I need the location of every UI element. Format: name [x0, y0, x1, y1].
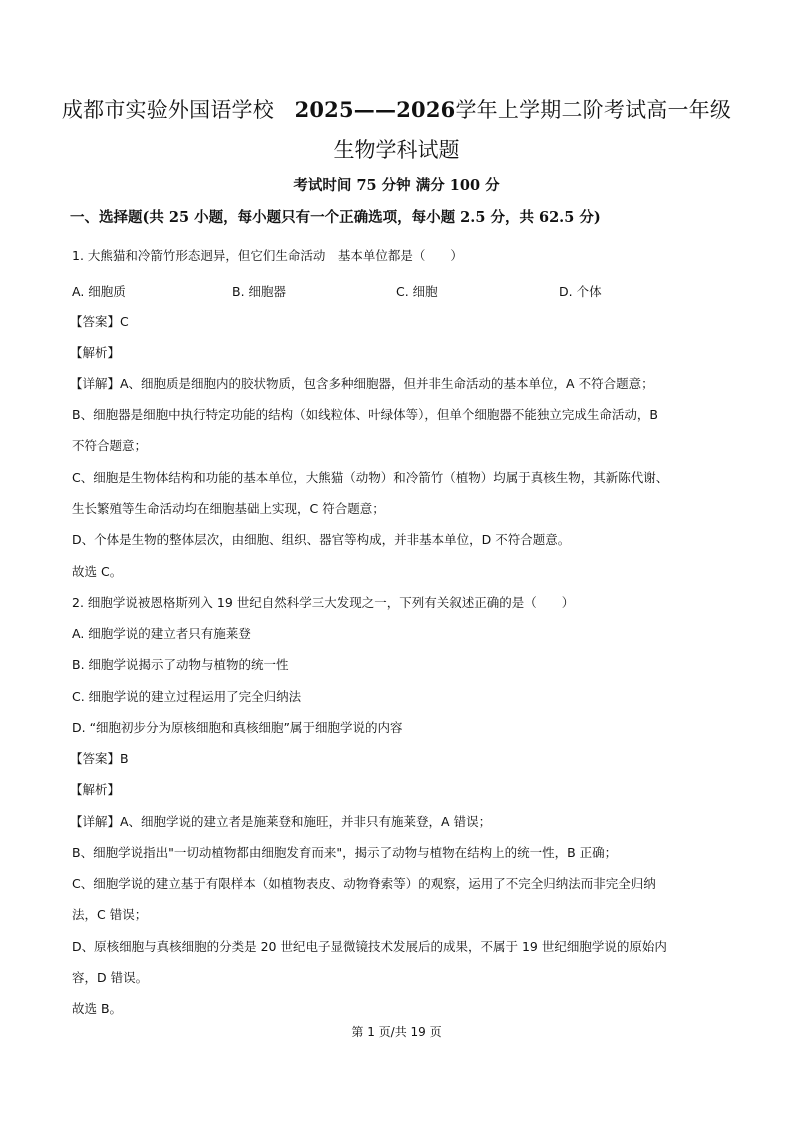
q2-explain-line: 【详解】A、细胞学说的建立者是施莱登和施旺，并非只有施莱登，A 错误；	[70, 814, 492, 829]
q1-analysis-label: 【解析】	[70, 345, 121, 360]
q1-option-c: C. 细胞	[396, 284, 438, 299]
q2-stem: 2. 细胞学说被恩格斯列入 19 世纪自然科学三大发现之一，下列有关叙述正确的是（ ）	[72, 595, 575, 610]
q1-explain-line: D、个体是生物的整体层次，由细胞、组织、器官等构成，并非基本单位，D 不符合题意。	[72, 532, 571, 547]
title-school: 成都市实验外国语学校	[61, 98, 274, 122]
q1-explain-line: B、细胞器是细胞中执行特定功能的结构（如线粒体、叶绿体等），但单个细胞器不能独立完成生命活动，B	[72, 407, 658, 422]
q2-option-c: C. 细胞学说的建立过程运用了完全归纳法	[72, 689, 302, 704]
q2-answer: 【答案】B	[70, 751, 129, 766]
q2-option-b: B. 细胞学说揭示了动物与植物的统一性	[72, 657, 289, 672]
exam-info: 考试时间 75 分钟 满分 100 分	[293, 177, 500, 194]
q1-explain-line: 生长繁殖等生命活动均在细胞基础上实现，C 符合题意；	[72, 501, 385, 516]
section-heading: 一、选择题(共 25 小题，每小题只有一个正确选项，每小题 2.5 分，共 62.5 分)	[70, 209, 601, 226]
title-years: 2025——2026	[294, 97, 456, 122]
q1-stem: 1. 大熊猫和冷箭竹形态迥异，但它们生命活动 基本单位都是（ ）	[72, 248, 463, 263]
q1-explain-line: 【详解】A、细胞质是细胞内的胶状物质，包含多种细胞器，但并非生命活动的基本单位，A 不符合题意；	[70, 376, 654, 391]
q2-explain-line: D、原核细胞与真核细胞的分类是 20 世纪电子显微镜技术发展后的成果，不属于 19 世纪细胞学说的原始内	[72, 939, 667, 954]
q2-explain-line: 法，C 错误；	[72, 907, 148, 922]
q2-option-d: D. “细胞初步分为原核细胞和真核细胞”属于细胞学说的内容	[72, 720, 403, 735]
q1-option-d: D. 个体	[559, 284, 602, 299]
title-exam: 学年上学期二阶考试高一年级	[455, 98, 732, 122]
q2-conclusion: 故选 B。	[72, 1001, 123, 1016]
page-number: 第 1 页/共 19 页	[351, 1025, 442, 1039]
q1-options	[72, 283, 732, 301]
q2-explain-line: C、细胞学说的建立基于有限样本（如植物表皮、动物脊索等）的观察，运用了不完全归纳法而非完全归纳	[72, 876, 656, 891]
exam-title	[0, 96, 793, 124]
q1-explain-line: 不符合题意；	[72, 438, 148, 453]
q2-option-a: A. 细胞学说的建立者只有施莱登	[72, 626, 251, 641]
q1-option-a: A. 细胞质	[72, 284, 126, 299]
q2-analysis-label: 【解析】	[70, 782, 121, 797]
q1-option-b: B. 细胞器	[232, 284, 287, 299]
q1-conclusion: 故选 C。	[72, 564, 123, 579]
q2-explain-line: B、细胞学说指出"一切动植物都由细胞发育而来"，揭示了动物与植物在结构上的统一性，B 正确；	[72, 845, 618, 860]
q2-explain-line: 容，D 错误。	[72, 970, 149, 985]
q1-explain-line: C、细胞是生物体结构和功能的基本单位，大熊猫（动物）和冷箭竹（植物）均属于真核生物，其新陈代谢、	[72, 470, 669, 485]
q1-answer: 【答案】C	[70, 314, 129, 329]
exam-subject-title: 生物学科试题	[333, 138, 460, 162]
